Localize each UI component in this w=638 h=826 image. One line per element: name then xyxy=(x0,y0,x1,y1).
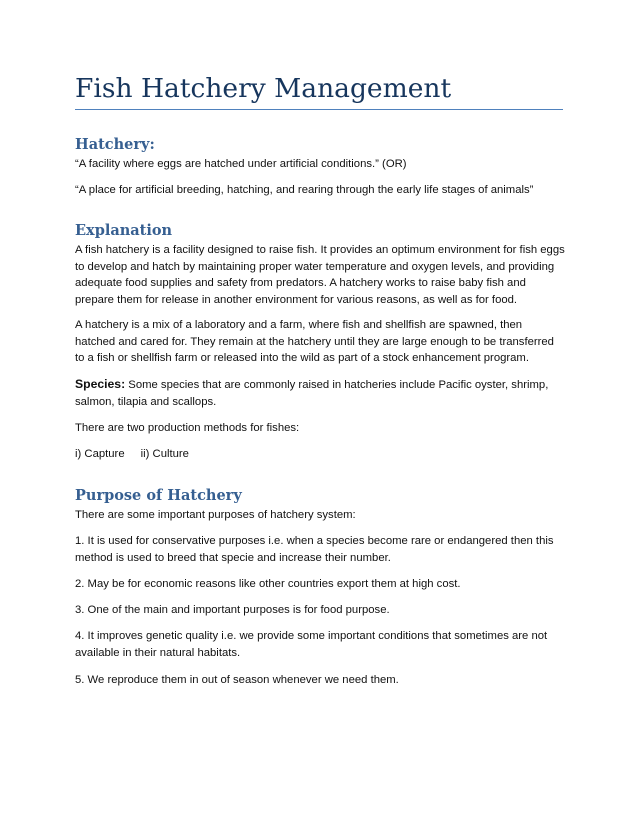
production-methods-list xyxy=(75,446,565,463)
purpose-item-1: 1. It is used for conservative purposes i.e. when a species become rare or endangered then this method is used to breed that specie and increase their number. xyxy=(75,535,554,564)
method-capture: i) Capture xyxy=(75,448,125,460)
purpose-item-5: 5. We reproduce them in out of season whenever we need them. xyxy=(75,674,399,686)
species-paragraph xyxy=(75,376,565,410)
purpose-item-3: 3. One of the main and important purposes is for food purpose. xyxy=(75,604,390,616)
explanation-paragraph-1: A fish hatchery is a facility designed to raise fish. It provides an optimum environment for fish eggs to develop and hatch by maintaining proper water temperature and oxygen levels, and providing adequate food supplies and safety from predators. A hatchery works to raise baby fish and prepare them for release in another environment for various reasons, as well as for food. xyxy=(75,244,565,306)
species-label: Species: xyxy=(75,377,126,391)
heading-purpose: Purpose of Hatchery xyxy=(75,487,242,504)
species-text: Some species that are commonly raised in hatcheries include Pacific oyster, shrimp, salmon, tilapia and scallops. xyxy=(75,379,549,408)
hatchery-definition-2: “A place for artificial breeding, hatching, and rearing through the early life stages of animals” xyxy=(75,184,534,196)
hatchery-definition-1: “A facility where eggs are hatched under artificial conditions.” (OR) xyxy=(75,158,407,170)
method-culture: ii) Culture xyxy=(140,448,189,460)
purpose-intro: There are some important purposes of hatchery system: xyxy=(75,509,356,521)
heading-hatchery: Hatchery: xyxy=(75,136,155,153)
production-methods-intro: There are two production methods for fishes: xyxy=(75,422,300,434)
explanation-paragraph-2: A hatchery is a mix of a laboratory and a farm, where fish and shellfish are spawned, then hatched and cared for. They remain at the hatchery until they are large enough to be transferred to a fish or shellfish farm or released into the wild as part of a stock enhancement program. xyxy=(75,319,554,364)
purpose-item-2: 2. May be for economic reasons like other countries export them at high cost. xyxy=(75,578,461,590)
heading-explanation: Explanation xyxy=(75,222,173,239)
purpose-item-4: 4. It improves genetic quality i.e. we provide some important conditions that sometimes are not available in their natural habitats. xyxy=(75,630,548,659)
document-title: Fish Hatchery Management xyxy=(75,73,452,104)
title-underline xyxy=(75,109,563,110)
